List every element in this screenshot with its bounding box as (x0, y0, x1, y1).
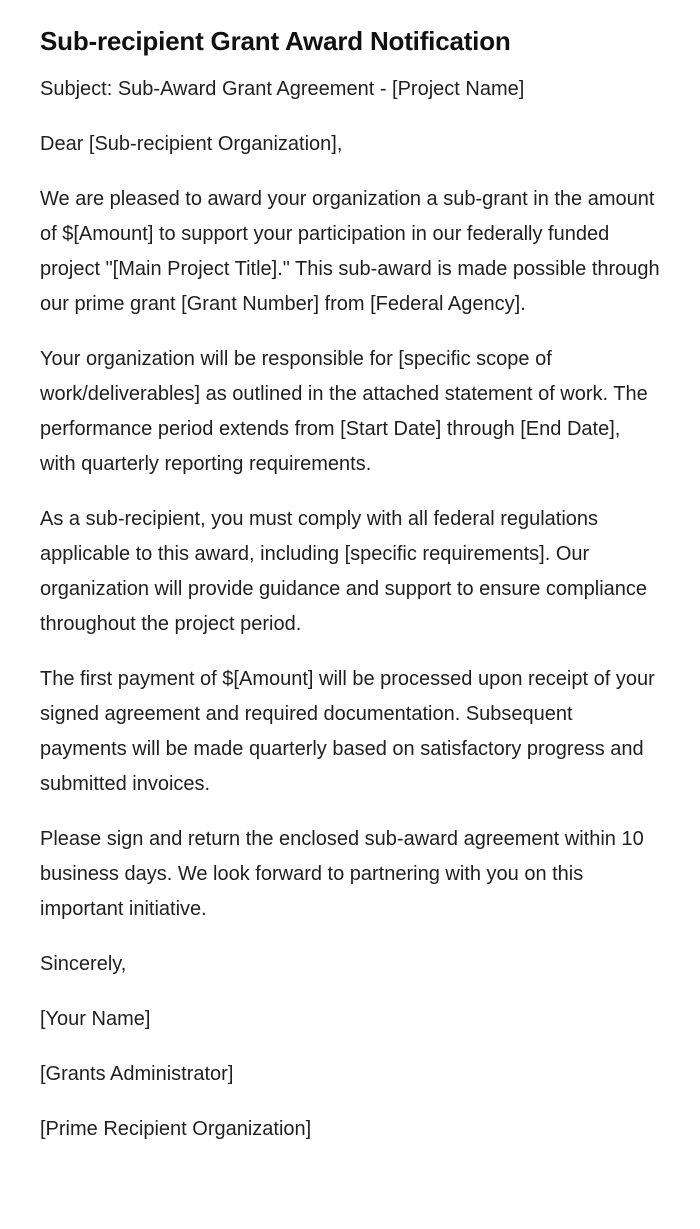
body-paragraph-compliance: As a sub-recipient, you must comply with all federal regulations applicable to this award, including [specific requirements]. Our organization will provide guidance and support to ensure compliance throughout the project period. (40, 508, 648, 635)
signature-title: [Grants Administrator] (40, 1063, 234, 1085)
signature-organization: [Prime Recipient Organization] (40, 1118, 312, 1140)
subject-line: Subject: Sub-Award Grant Agreement - [Project Name] (40, 78, 525, 100)
body-paragraph-payment: The first payment of $[Amount] will be processed upon receipt of your signed agreement and required documentation. Subsequent payments will be made quarterly based on satisfactory progress and submitted invoices. (40, 668, 655, 795)
document-title: Sub-recipient Grant Award Notification (40, 26, 511, 56)
body-paragraph-return: Please sign and return the enclosed sub-award agreement within 10 business days. We look forward to partnering with you on this important initiative. (40, 828, 644, 920)
salutation: Dear [Sub-recipient Organization], (40, 133, 343, 155)
body-paragraph-scope: Your organization will be responsible for [specific scope of work/deliverables] as outlined in the attached statement of work. The performance period extends from [Start Date] through [End Date], with quarterly reporting requirements. (40, 348, 648, 475)
signature-name: [Your Name] (40, 1008, 151, 1030)
body-paragraph-award: We are pleased to award your organization a sub-grant in the amount of $[Amount] to support your participation in our federally funded project "[Main Project Title]." This sub-award is made possible through our prime grant [Grant Number] from [Federal Agency]. (40, 188, 660, 315)
closing: Sincerely, (40, 953, 127, 975)
